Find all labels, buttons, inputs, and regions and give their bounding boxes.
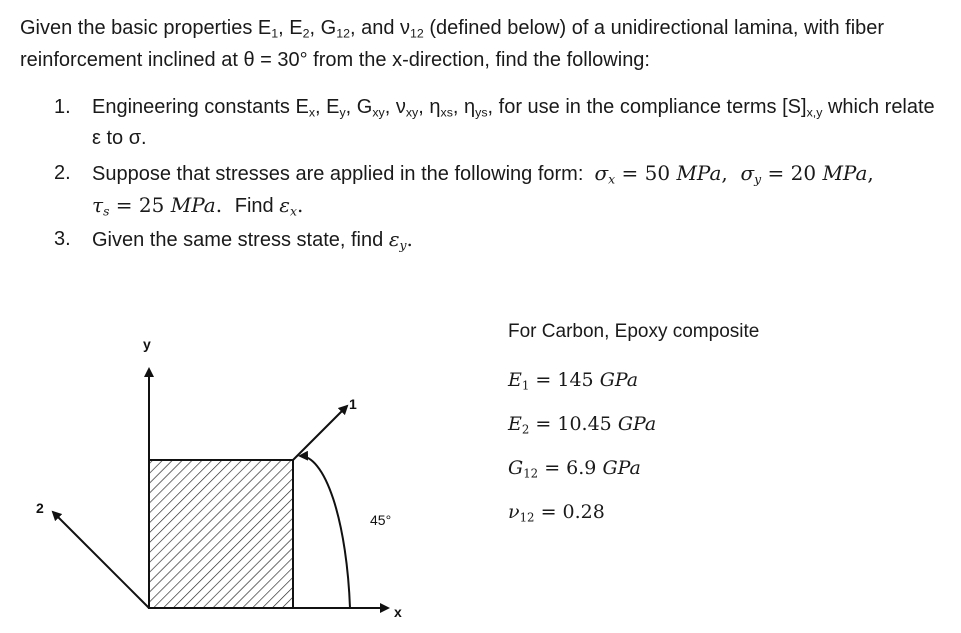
angle-arc bbox=[300, 456, 350, 608]
label-2: 2 bbox=[36, 500, 44, 516]
hatched-lamina-square bbox=[149, 460, 293, 608]
question-list bbox=[54, 92, 949, 256]
label-y: y bbox=[143, 336, 151, 352]
material-title: For Carbon, Epoxy composite bbox=[508, 321, 760, 342]
question-item-3: 3. Given the same stress state, find $\varepsilon_y$. bbox=[54, 224, 949, 256]
question-number: 3. bbox=[54, 228, 71, 250]
problem-intro: Given the basic properties $E_1$, $E_2$, $G_{12}$, and $\nu_{12}$ (defined below) of a unidirectional lamina, with fiber reinforcement inclined at θ = 30° from the x-direction, find the following: bbox=[20, 17, 885, 71]
question-item-2: 2. Suppose that stresses are applied in the following form: $\sigma_x = 50$ MPa, $\sigma_y = 20$ MPa, $\tau_s = 25$ MPa. Find $\varepsilon_x$. bbox=[54, 158, 949, 222]
property-g12: $G_{12} = 6.9$ GPa bbox=[508, 457, 641, 481]
property-e1: $E_1 = 145$ GPa bbox=[508, 369, 639, 393]
label-1: 1 bbox=[349, 396, 357, 412]
question-number: 1. bbox=[54, 96, 71, 118]
lamina-diagram bbox=[20, 335, 460, 625]
label-x: x bbox=[394, 604, 402, 620]
property-e2: $E_2 = 10.45$ GPa bbox=[508, 413, 657, 437]
fiber-direction-1-arrow bbox=[293, 406, 347, 460]
property-nu12: $\nu_{12} = 0.28$ bbox=[508, 501, 605, 525]
question-number: 2. bbox=[54, 162, 71, 184]
question-item-1: 1. Engineering constants $E_x$, $E_y$, $G_{xy}$, $\nu_{xy}$, $\eta_{xs}$, $\eta_{ys}$, for use in the compliance terms $[S]_{x,y}$ which relate ε to σ. bbox=[54, 92, 949, 154]
transverse-direction-2-arrow bbox=[53, 512, 149, 608]
angle-label: 45° bbox=[370, 512, 392, 528]
material-properties bbox=[508, 318, 908, 534]
